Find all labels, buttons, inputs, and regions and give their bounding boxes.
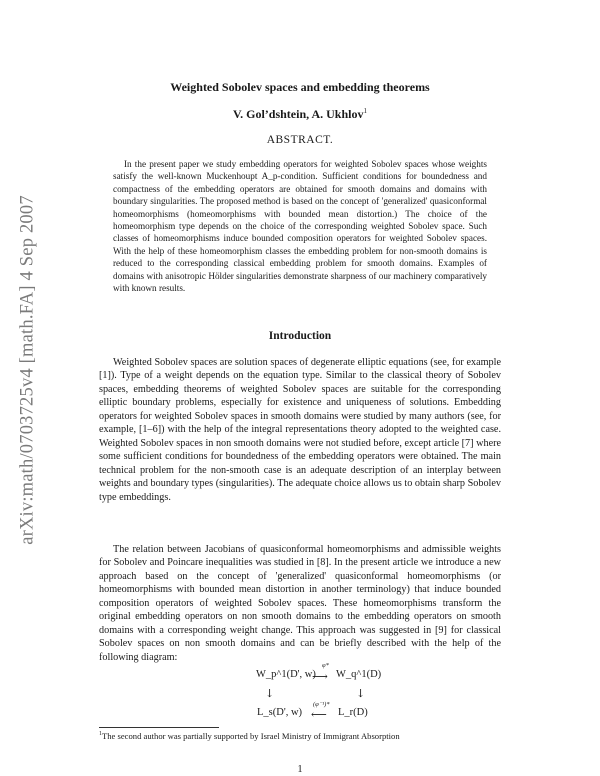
arxiv-sidebar-stamp: [14, 160, 42, 580]
diagram-top-left: W_p^1(D', w): [256, 669, 316, 680]
introduction-paragraph-1: Weighted Sobolev spaces are solution spaces of degenerate elliptic equations (see, for example [1]). Type of a weight depends on the equation type. Similar to the classical theory of Sobolev spaces, embedding theorems of weighted Sobolev spaces are suitable for the corresponding elliptic boundary problems, especially for existence and uniqueness of solutions. Embedding operators for weighted Sobolev spaces in smooth domains were studied by many authors (see, for example, [1–6]) with the help of the integral representations theory adopted to the weighted case. Weighted Sobolev spaces in non smooth domains were not studied before, except article [7] where some sufficient conditions for boundedness of the embedding operators were obtained. The main technical problem for the non-smooth case is an adequate description of an interplay between weights and boundary types (singularities). The adequate choice allows us to obtain sharp Sobolev type embeddings.: [99, 357, 501, 503]
diagram-left-down-arrow: ↓: [265, 687, 275, 700]
abstract-heading: ABSTRACT.: [266, 134, 334, 146]
footnote-text: The second author was partially supported by Israel Ministry of Immigrant Absorption: [102, 731, 400, 741]
arxiv-identifier: arXiv:math/0703725v4 [math.FA] 4 Sep 2007: [17, 195, 38, 545]
diagram-top-right: W_q^1(D): [336, 669, 382, 680]
footnote-mark: 1: [99, 731, 102, 738]
diagram-top-arrow: ⟶: [312, 670, 328, 683]
footnote-rule: [99, 727, 219, 728]
paper-authors: [0, 107, 600, 122]
diagram-bottom-right: L_r(D): [338, 707, 368, 718]
diagram-right-down-arrow: ↓: [356, 687, 366, 700]
abstract-text: In the present paper we study embedding operators for weighted Sobolev spaces whose weights satisfy the well-known Muckenhoupt A_p-condition. Sufficient conditions for boundedness and compactness of the embedding operators are obtained for smooth domains and domains with boundary singularities. The proposed method is based on the concept of 'generalized' quasiconformal homeomorphisms (homeomorphisms with bounded mean distortion.) The choice of the homeomorphism type depends on the choice of the corresponding weighted Sobolev space. Such classes of homeomorphisms induce bounded composition operators for weighted Sobolev spaces. With the help of these homeomorphism classes the embedding problem for non-smooth domains is reduced to the corresponding classical embedding problem for smooth domains. Examples of domains with anisotropic Hölder singularities demonstrate sharpness of our machinery comparatively with known results.: [113, 159, 487, 294]
page-number: 1: [297, 764, 303, 775]
author-footnote-mark: 1: [363, 107, 367, 115]
introduction-paragraph-2: The relation between Jacobians of quasiconformal homeomorphisms and admissible weights for Sobolev and Poincare inequalities was studied in [8]. In the present article we introduce a new approach based on the concept of 'generalized' quasiconformal homeomorphisms (or homeomorphisms with bounded mean distortion in another terminology) that induce bounded composition operators of weighted Sobolev spaces. These homeomorphisms transform the original embedding operators on non smooth domains to the embedding operators on smooth domains with a corresponding weight change. This approach was suggested in [9] for classical Sobolev spaces on non smooth domains and can be briefly described with the help of the following diagram:: [99, 544, 501, 663]
footnote: [99, 731, 400, 741]
diagram-bottom-arrow: ⟵: [311, 708, 327, 721]
diagram-top-arrow-label: φ*: [322, 662, 329, 669]
introduction-heading: Introduction: [268, 330, 332, 342]
diagram-bottom-arrow-label: (φ⁻¹)*: [313, 701, 330, 708]
paper-title: Weighted Sobolev spaces and embedding theorems: [170, 80, 430, 94]
diagram-bottom-left: L_s(D', w): [257, 707, 303, 718]
author-names: V. Gol’dshtein, A. Ukhlov: [233, 107, 364, 121]
